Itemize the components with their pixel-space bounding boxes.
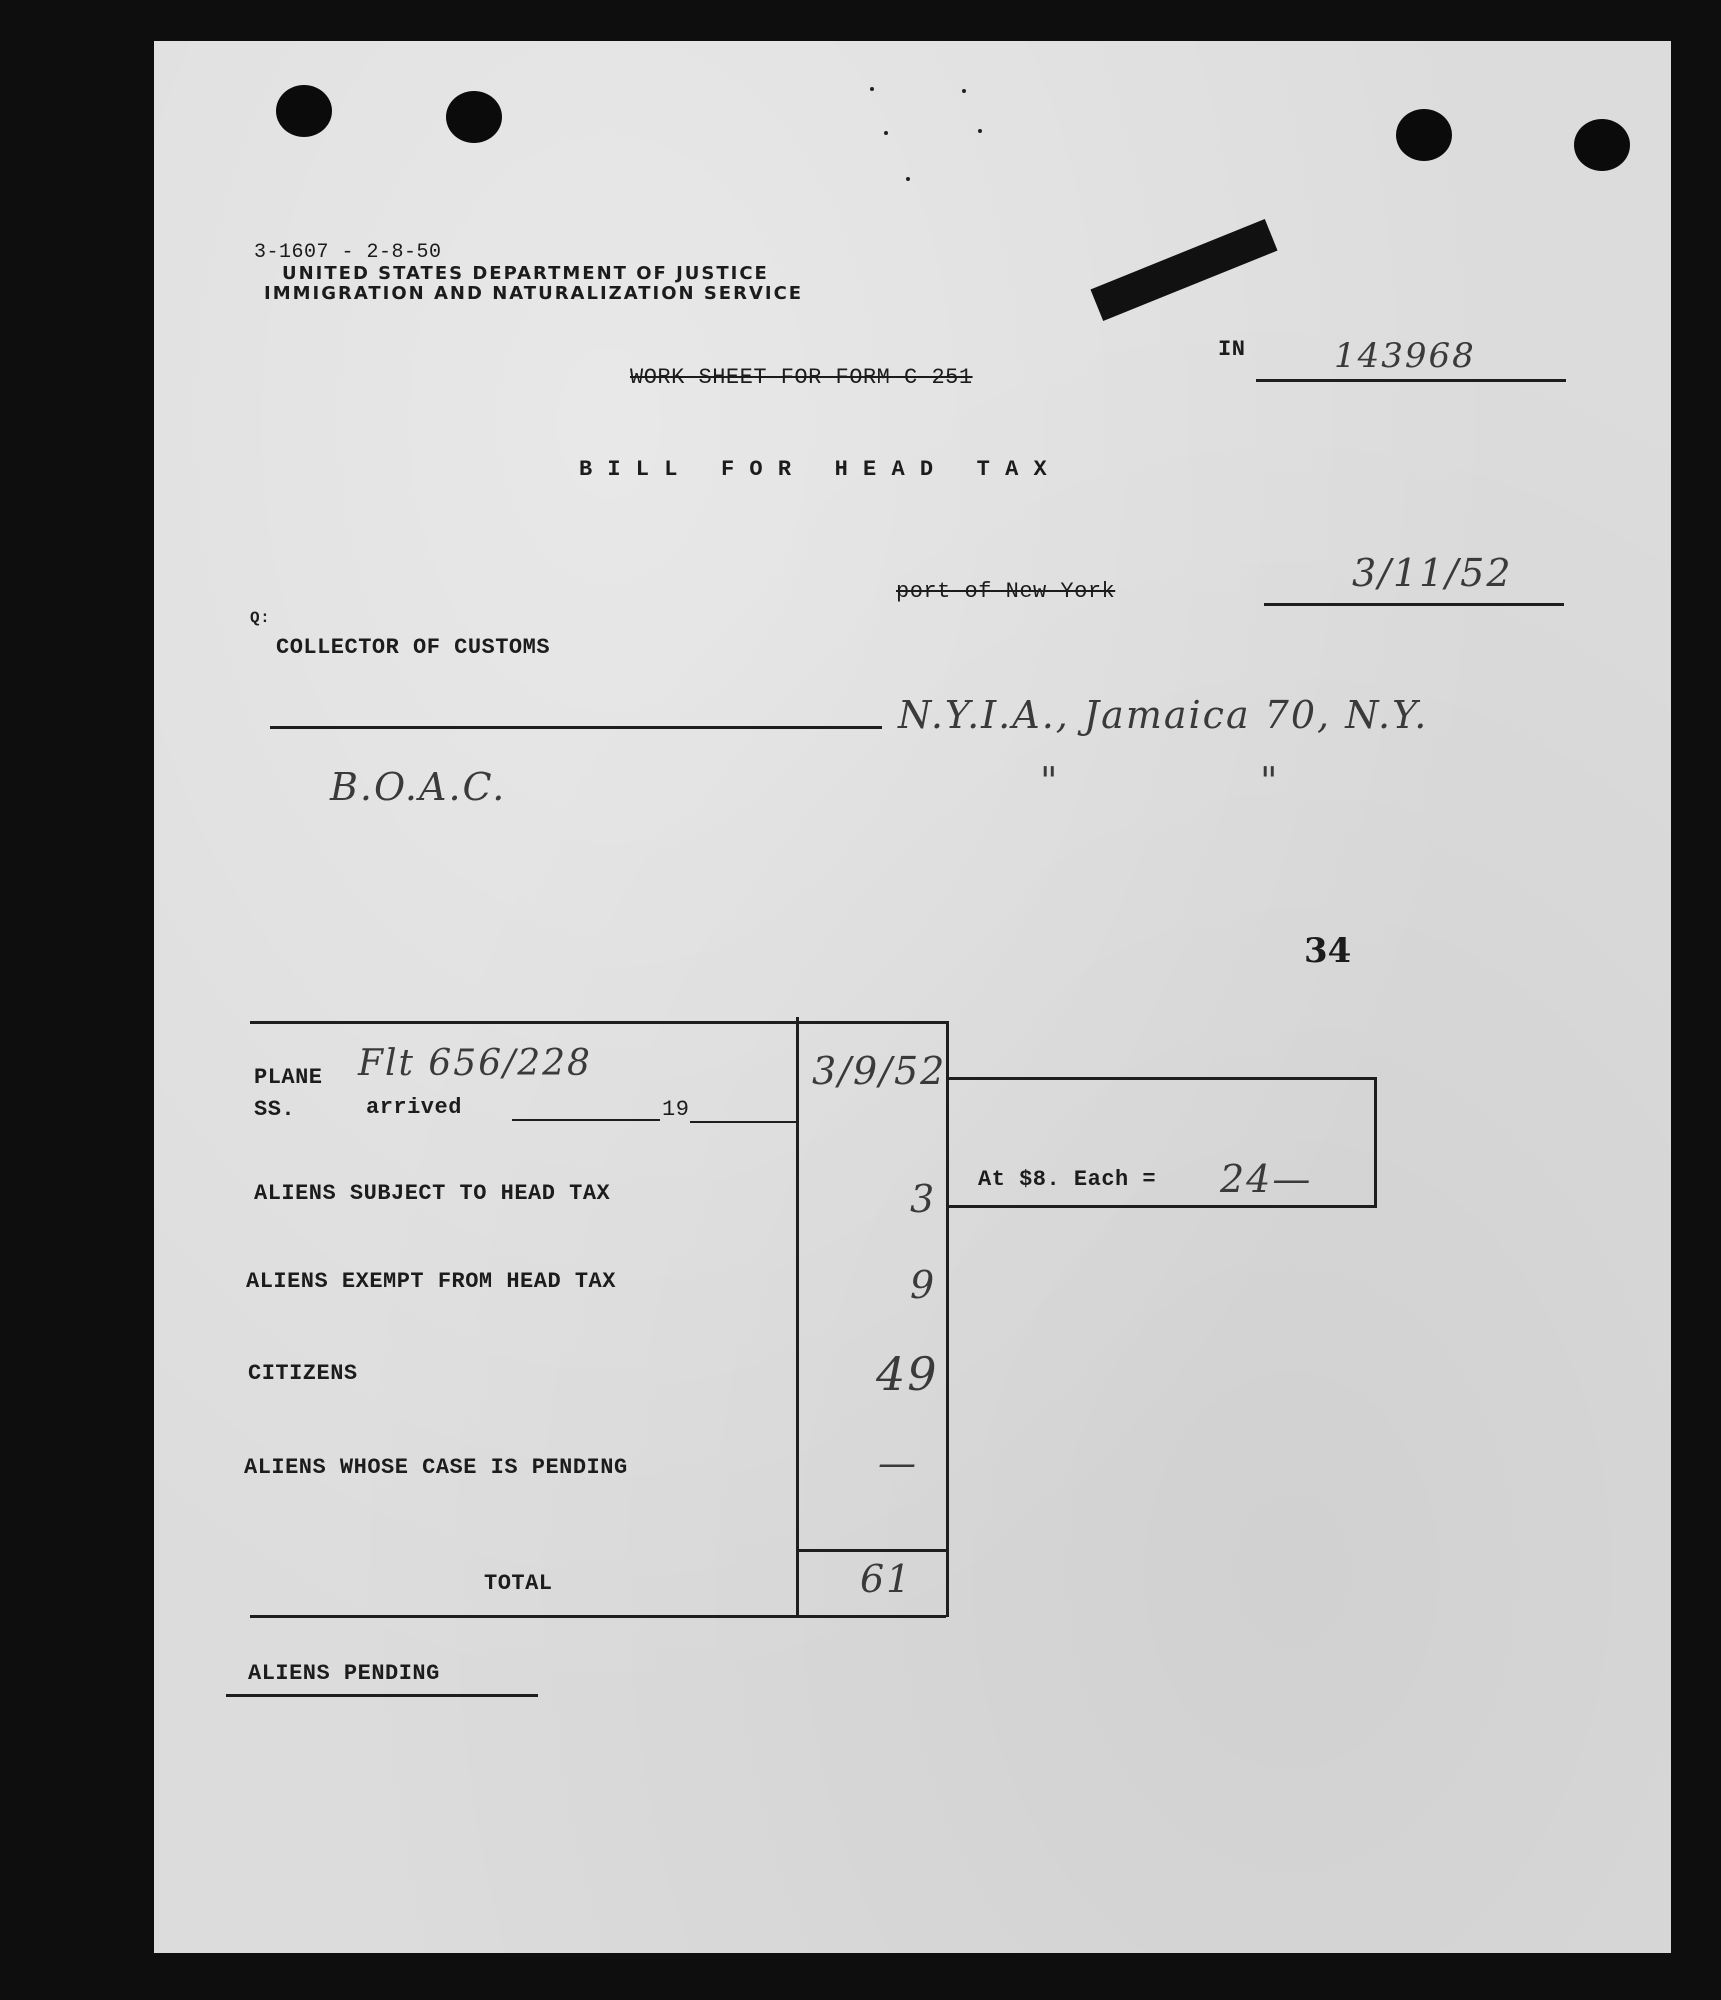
punch-hole [446,91,502,143]
agency-line-2: IMMIGRATION AND NATURALIZATION SERVICE [264,283,804,304]
bill-title: B I L L F O R H E A D T A X [579,457,1048,482]
redaction-bar [1090,219,1277,321]
rate-label: At $8. Each = [978,1167,1157,1192]
table-divider-right [946,1021,949,1617]
year-prefix: 19 [662,1097,690,1122]
plane-label: PLANE [254,1065,323,1090]
bill-date: 3/11/52 [1352,551,1513,595]
arrived-label: arrived [366,1095,462,1120]
port-label: port of New York [896,579,1116,604]
arrival-date: 3/9/52 [812,1049,947,1093]
rate-box-top [948,1077,1376,1080]
ditto-mark: " [1260,759,1280,803]
ss-label: SS. [254,1097,296,1122]
in-label: IN [1218,337,1246,362]
total-value: 61 [860,1557,913,1601]
collector-label: COLLECTOR OF CUSTOMS [276,635,551,660]
form-number: 3-1607 - 2-8-50 [254,241,442,264]
total-label: TOTAL [484,1571,553,1596]
agency-line-1: UNITED STATES DEPARTMENT OF JUSTICE [282,263,769,284]
stray-mark [884,131,888,135]
stray-mark [962,89,966,93]
document-page [154,41,1671,1953]
row-label-citizens: CITIZENS [248,1361,358,1386]
aliens-pending-label: ALIENS PENDING [248,1661,440,1686]
stray-mark [870,87,874,91]
row-label-pending: ALIENS WHOSE CASE IS PENDING [244,1455,628,1480]
location-text: N.Y.I.A., Jamaica 70, N.Y. [898,693,1429,737]
row-label-exempt: ALIENS EXEMPT FROM HEAD TAX [246,1269,616,1294]
flight-text: Flt 656/228 [358,1043,592,1084]
stray-mark [906,177,910,181]
date-underline [1264,603,1564,606]
rate-box-bottom [948,1205,1376,1208]
punch-hole [1396,109,1452,161]
punch-hole [1574,119,1630,171]
collector-underline [270,726,882,729]
to-label: Q: [250,609,271,627]
in-number: 143968 [1334,336,1476,376]
aliens-pending-underline [226,1694,538,1697]
row-label-subject: ALIENS SUBJECT TO HEAD TAX [254,1181,611,1206]
ditto-mark: " [1040,759,1060,803]
in-number-underline [1256,379,1566,382]
page-number: 34 [1304,931,1352,971]
stray-mark [978,129,982,133]
row-value-pending: — [878,1441,918,1485]
table-divider-left [796,1017,799,1617]
row-value-citizens: 49 [876,1347,939,1401]
punch-hole [276,85,332,137]
year-underline [690,1121,796,1123]
table-bottom-border [250,1615,946,1618]
carrier-name: B.O.A.C. [330,765,507,809]
row-value-subject: 3 [910,1177,937,1221]
rate-amount: 24— [1220,1157,1313,1201]
rate-box-right [1374,1077,1377,1208]
total-separator [798,1549,948,1552]
arrived-underline [512,1119,660,1121]
row-value-exempt: 9 [910,1263,937,1307]
table-top-border [250,1021,946,1024]
work-sheet-title: WORK SHEET FOR FORM C-251 [630,365,973,390]
